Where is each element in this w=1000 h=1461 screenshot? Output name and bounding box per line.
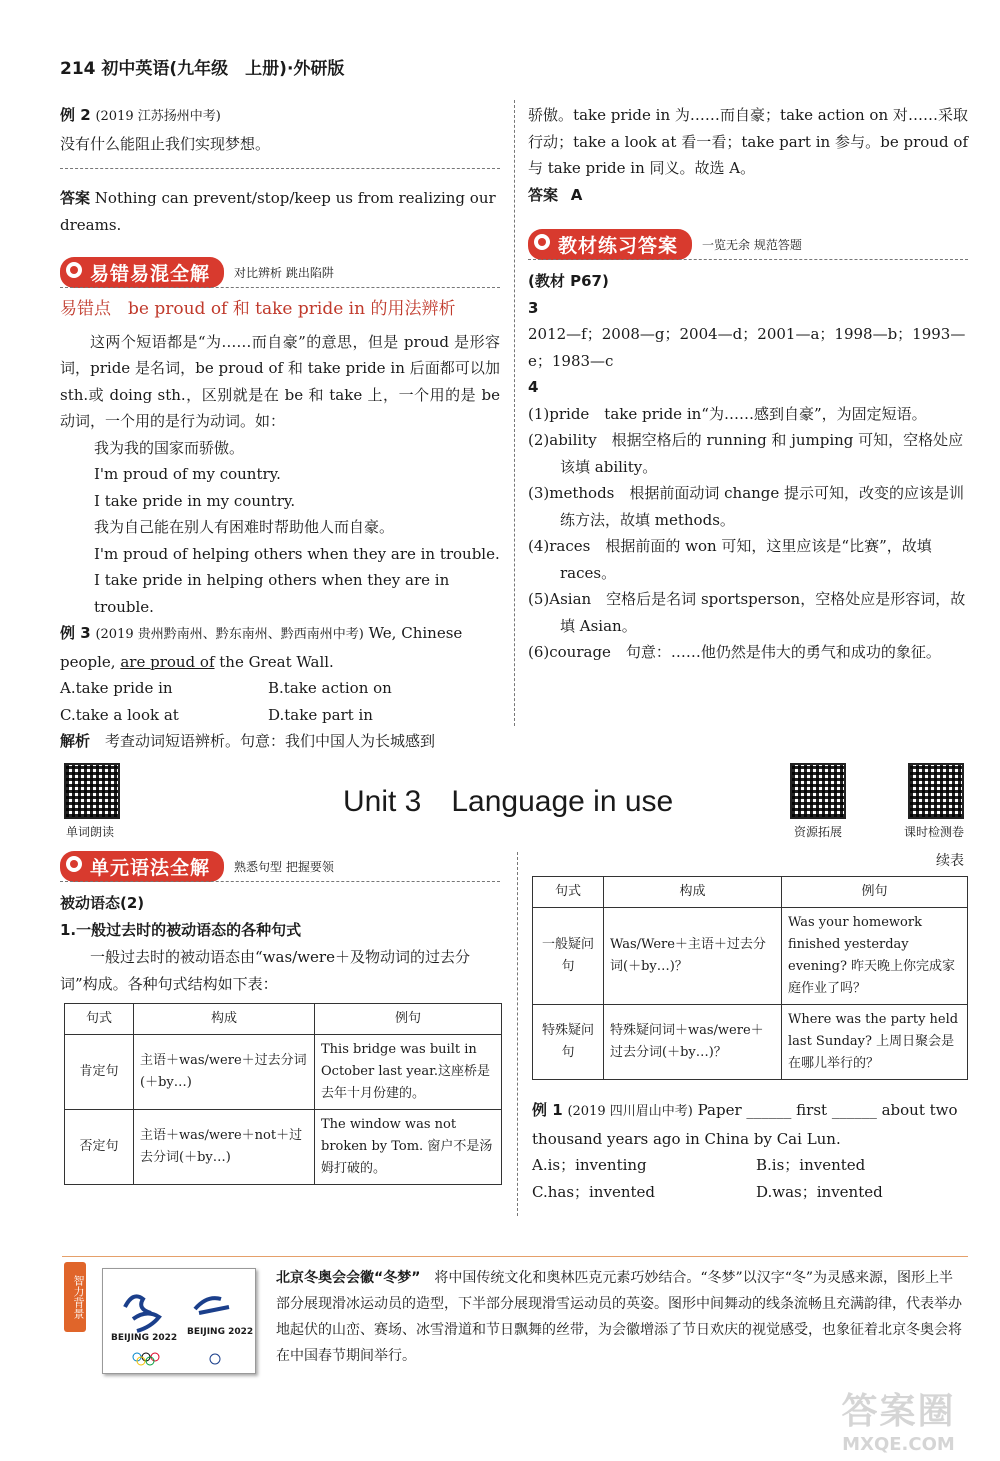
- divider: [60, 168, 500, 169]
- option: D.was；invented: [756, 1182, 883, 1201]
- confusion-paragraph: 这两个短语都是“为……而自豪”的意思，但是 proud 是形容词，pride 是名词，be proud of 和 take pride in 后面都可以加 sth.或 doing sth.，区别就是在 be 和 take 上，一个用的是 be 动词，一个用的是行为动词。如：: [60, 332, 500, 430]
- example3-stem-underlined: are proud of: [120, 652, 215, 671]
- example2-question: 没有什么能阻止我们实现梦想。: [60, 134, 271, 153]
- olympic-logo-box: [102, 1268, 256, 1374]
- example2-source: (2019 江苏扬州中考): [95, 109, 221, 124]
- example1-section: [532, 1097, 970, 1205]
- table-row: [65, 1110, 502, 1185]
- analysis-label: 解析: [60, 732, 91, 750]
- example-en: I'm proud of my country.: [94, 465, 281, 483]
- table-row: [533, 908, 968, 1005]
- table-cell: The window was not broken by Tom. 窗户不是汤姆打破的。: [315, 1110, 502, 1185]
- example-cn: 我为自己能在别人有困难时帮助他人而自豪。: [94, 518, 395, 536]
- table-cell: 一般疑问句: [533, 908, 604, 1005]
- option: B.is；invented: [756, 1156, 866, 1174]
- answer-text: Nothing can prevent/stop/keep us from realizing our dreams.: [60, 189, 496, 234]
- footer-body: 将中国传统文化和奥林匹克元素巧妙结合。“冬梦”以汉字“冬”为灵感来源，图形上半部分展现滑冰运动员的造型，下半部分展现滑雪运动员的英姿。图形中间舞动的线条流畅且充满韵律，代表举办地起伏的山峦、赛场、冰雪滑道和节日飘舞的丝带，为会徽增添了节日欢庆的视觉感受，也象征着北京冬奥会将在中国春节期间举行。: [276, 1270, 962, 1364]
- banner-textbook-tagline: 一览无余 规范答题: [702, 237, 802, 252]
- example2-label: 例 2: [60, 106, 91, 124]
- q3-answers: 2012—f；2008—g；2004—d；2001—a；1998—b；1993—e；1983—c: [528, 325, 966, 370]
- logo-text: BEIJING 2022: [111, 1333, 178, 1343]
- qr-label: 课时检测卷: [904, 825, 965, 839]
- table-cell: Where was the party held last Sunday? 上周日聚会是在哪儿举行的？: [782, 1005, 968, 1080]
- answer-value: A: [570, 185, 583, 204]
- table-cell: 主语＋was/were＋过去分词(＋by…): [134, 1035, 315, 1110]
- unit-title: Unit 3 Language in use: [343, 785, 674, 818]
- example3-stem-start: We, Chinese people,: [60, 624, 463, 671]
- table-header: 构成: [604, 877, 782, 908]
- banner-grammar-title: 单元语法全解: [60, 851, 224, 882]
- table-cell: 主语＋was/were＋not＋过去分词(＋by…): [134, 1110, 315, 1185]
- confusion-heading: 易错点 be proud of 和 take pride in 的用法辨析: [60, 299, 456, 319]
- qr-label: 单词朗读: [66, 825, 115, 839]
- q4-item: (1)pride take pride in“为……感到自豪”，为固定短语。: [528, 404, 927, 423]
- continued-label: 续表: [936, 853, 964, 869]
- table-cell: Was your homework finished yesterday evening? 昨天晚上你完成家庭作业了吗？: [782, 908, 968, 1005]
- watermark: [811, 1383, 986, 1453]
- question-number: 4: [528, 378, 539, 396]
- table-header: 例句: [315, 1004, 502, 1035]
- textbook-answers: [528, 268, 968, 666]
- textbook-page-ref: (教材 P67): [528, 272, 609, 290]
- banner-textbook: [528, 230, 802, 258]
- column-divider: [517, 852, 518, 1216]
- answer-label: 答案: [60, 189, 91, 207]
- banner-grammar-tagline: 熟悉句型 把握要领: [234, 859, 334, 874]
- q4-item: (4)races 根据前面的 won 可知，这里应该是“比赛”，故填 races。: [528, 537, 932, 582]
- banner-grammar: [60, 852, 334, 880]
- q4-item: (3)methods 根据前面动词 change 提示可知，改变的应该是训练方法，故填 methods。: [528, 484, 965, 529]
- q4-item: (2)ability 根据空格后的 running 和 jumping 可知，空格处应该填 ability。: [528, 431, 964, 476]
- table-cell: 肯定句: [65, 1035, 134, 1110]
- page-header: 214 初中英语(九年级 上册)·外研版: [60, 59, 345, 79]
- table-header: 例句: [782, 877, 968, 908]
- answer-label: 答案: [528, 185, 559, 204]
- table-cell: 否定句: [65, 1110, 134, 1185]
- option: D.take part in: [268, 705, 373, 724]
- winter-dream-emblem-icon: [103, 1269, 255, 1373]
- example3-stem-end: the Great Wall.: [214, 652, 334, 671]
- divider: [528, 259, 968, 260]
- table-header-row: [65, 1004, 502, 1035]
- example3-options-row: [60, 702, 500, 729]
- q4-item: (6)courage 句意：……他仍然是伟大的勇气和成功的象征。: [528, 643, 941, 661]
- qr-code[interactable]: [790, 763, 846, 819]
- divider: [60, 287, 500, 288]
- table-header-row: [533, 877, 968, 908]
- grammar-section: [60, 890, 500, 998]
- column-divider: [514, 100, 515, 726]
- table-cell: 特殊疑问词＋was/were＋过去分词(＋by…)？: [604, 1005, 782, 1080]
- option: B.take action on: [268, 679, 392, 697]
- analysis-continuation: 骄傲。take pride in 为……而自豪；take action on 对……采取行动；take a look at 看一看；take part in 参与。be proud of 与 take pride in 同义。故选 A。: [528, 106, 968, 177]
- footer-text: [276, 1265, 964, 1369]
- example-en: I take pride in helping others when they are in trouble.: [94, 571, 450, 616]
- example1-stem: Paper ______ first ______ about two thousand years ago in China by Cai Lun.: [532, 1101, 958, 1148]
- option: A.take pride in: [60, 679, 173, 697]
- table-cell: 特殊疑问句: [533, 1005, 604, 1080]
- banner-confusion-tagline: 对比辨析 跳出陷阱: [234, 265, 334, 280]
- grammar-heading: 被动语态(2): [60, 894, 145, 912]
- confusion-section: [60, 296, 500, 755]
- qr-code[interactable]: [908, 763, 964, 819]
- table-row: [65, 1035, 502, 1110]
- footer-title: 北京冬奥会会徽“冬梦”: [276, 1270, 421, 1286]
- grammar-subheading: 1.一般过去时的被动语态的各种句式: [60, 921, 302, 939]
- banner-confusion: [60, 258, 334, 286]
- example3-label: 例 3: [60, 624, 91, 642]
- example3-options-row: [60, 675, 500, 702]
- example3-source: (2019 贵州黔南州、黔东南州、黔西南州中考): [95, 627, 364, 642]
- q4-item: (5)Asian 空格后是名词 sportsperson，空格处应是形容词，故填 Asian。: [528, 590, 966, 635]
- table-header: 句式: [533, 877, 604, 908]
- table-cell: Was/Were＋主语＋过去分词(＋by…)？: [604, 908, 782, 1005]
- example1-options-row: [532, 1152, 970, 1179]
- question-number: 3: [528, 298, 539, 317]
- divider: [60, 881, 500, 882]
- example-en: I take pride in my country.: [94, 491, 296, 510]
- table-cell: This bridge was built in October last year.这座桥是去年十月份建的。: [315, 1035, 502, 1110]
- grammar-table-continued: [532, 876, 968, 1080]
- option: A.is；inventing: [532, 1156, 647, 1174]
- table-row: [533, 1005, 968, 1080]
- example-en: I'm proud of helping others when they are in trouble.: [94, 544, 500, 563]
- example1-source: (2019 四川眉山中考): [567, 1104, 693, 1119]
- qr-label: 资源拓展: [794, 825, 843, 839]
- banner-confusion-title: 易错易混全解: [60, 257, 224, 288]
- watermark-url: MXQE.COM: [842, 1434, 955, 1455]
- right-column-top: [528, 102, 968, 208]
- option: C.take a look at: [60, 705, 179, 724]
- qr-code[interactable]: [64, 763, 120, 819]
- table-header: 句式: [65, 1004, 134, 1035]
- table-header: 构成: [134, 1004, 315, 1035]
- footer-tab: 智力背景: [64, 1262, 86, 1332]
- left-column-top: [60, 102, 500, 238]
- grammar-table: [64, 1003, 502, 1185]
- example1-options-row: [532, 1179, 970, 1206]
- watermark-text: 答案圈: [841, 1391, 956, 1432]
- example1-label: 例 1: [532, 1101, 563, 1119]
- logo-text: BEIJING 2022: [187, 1327, 254, 1337]
- analysis-text: 考查动词短语辨析。句意：我们中国人为长城感到: [105, 732, 436, 750]
- banner-textbook-title: 教材练习答案: [528, 229, 692, 260]
- option: C.has；invented: [532, 1182, 655, 1201]
- grammar-intro: 一般过去时的被动语态由“was/were＋及物动词的过去分词”构成。各种句式结构如下表：: [60, 948, 470, 993]
- example-cn: 我为我的国家而骄傲。: [94, 438, 245, 457]
